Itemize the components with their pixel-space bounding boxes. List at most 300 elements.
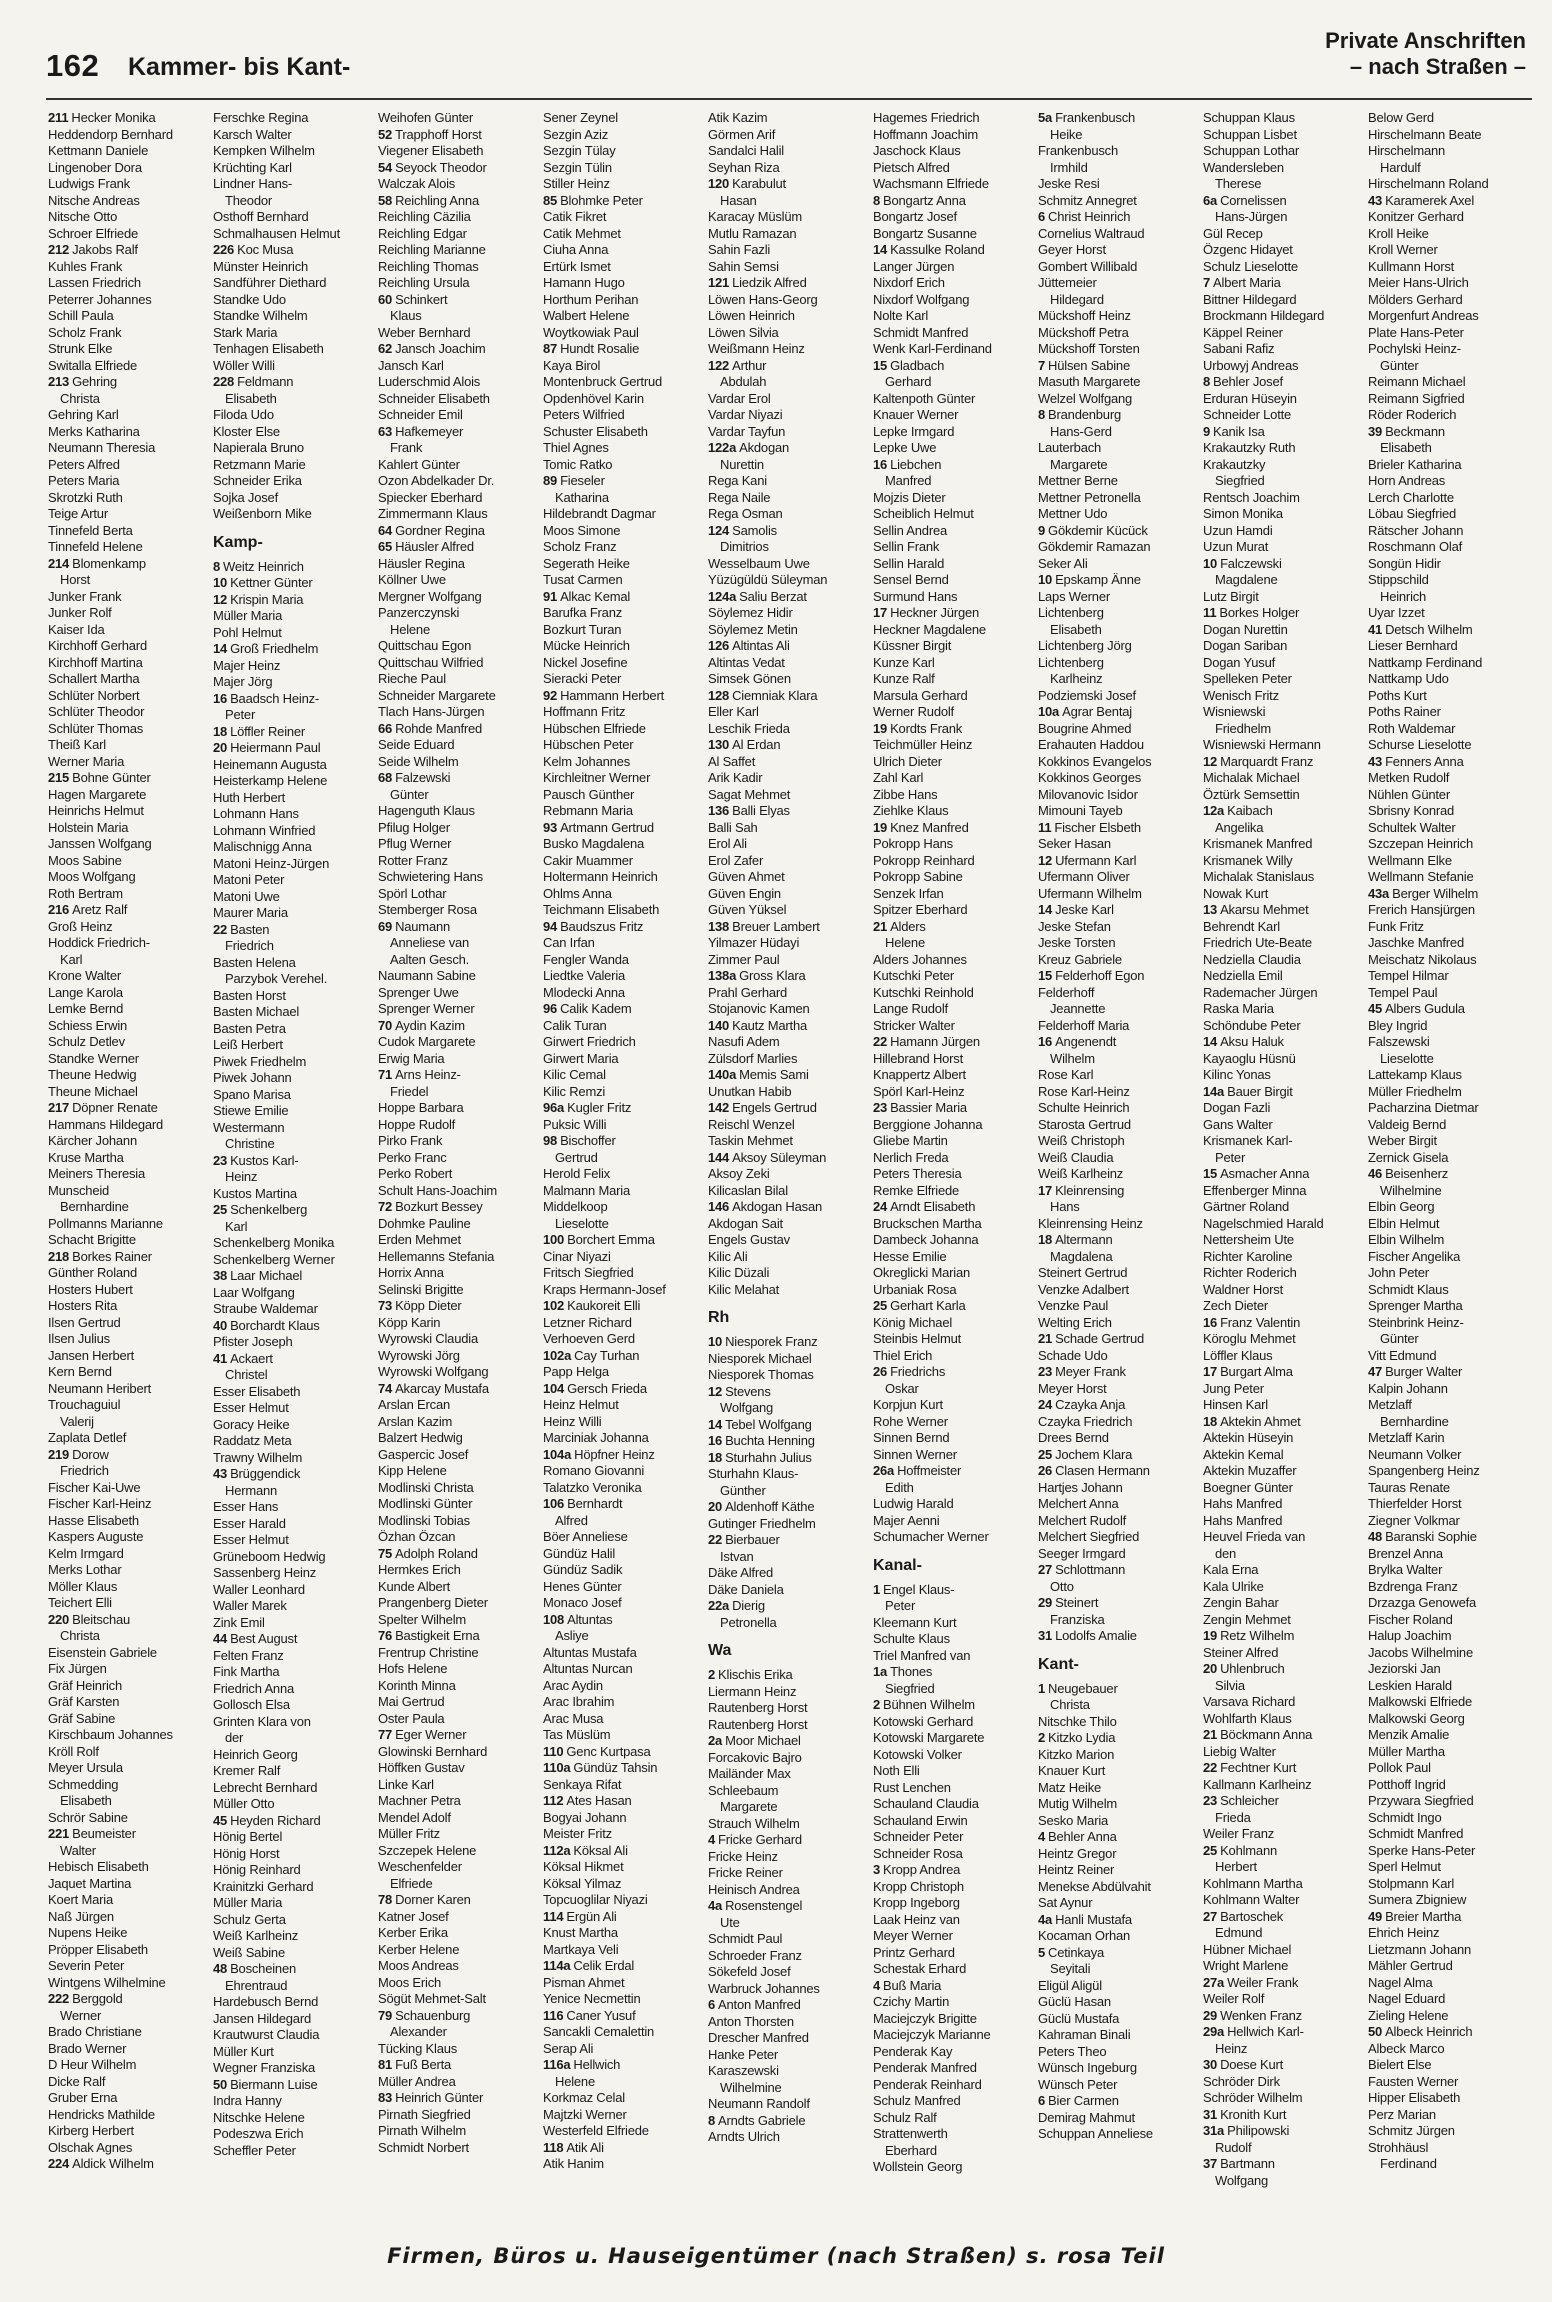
resident-name: Asliye (555, 1628, 589, 1643)
directory-entry (1368, 1513, 1532, 1530)
directory-entry (1203, 556, 1368, 573)
directory-entry (1368, 1595, 1532, 1612)
resident-name: Tenhagen Elisabeth (213, 341, 324, 356)
resident-name: Bühnen Wilhelm (883, 1697, 975, 1712)
directory-entry (213, 1466, 378, 1483)
house-number: 212 (48, 242, 70, 257)
directory-entry (48, 1232, 213, 1249)
directory-entry (543, 1826, 708, 1843)
resident-name: Starosta Gertrud (1038, 1116, 1131, 1132)
resident-name: Michalak Michael (1203, 770, 1300, 785)
resident-name: Schmitz Annegret (1038, 192, 1137, 208)
directory-entry (1203, 622, 1368, 639)
directory-entry (873, 1018, 1038, 1035)
house-number: 114 (543, 1908, 564, 1924)
directory-entry (48, 853, 213, 870)
resident-name: Rega Naile (708, 489, 771, 505)
resident-name: Woytkowiak Paul (543, 324, 639, 340)
resident-name: Metzlaff (1368, 1397, 1412, 1412)
directory-entry (708, 2063, 873, 2080)
resident-name: Selinski Brigitte (378, 1281, 464, 1297)
directory-entry (1038, 2044, 1203, 2061)
directory-entry (708, 2129, 873, 2146)
directory-entry (1368, 671, 1532, 688)
resident-name: Dorner Karen (395, 1892, 471, 1907)
resident-name: Münster Heinrich (213, 258, 309, 274)
resident-name: Piwek Friedhelm (213, 1053, 307, 1069)
directory-entry (378, 1958, 543, 1975)
resident-name: Pokropp Reinhard (873, 852, 975, 868)
resident-name: Balli Elyas (732, 803, 790, 818)
directory-entry (708, 1417, 873, 1434)
house-number: 211 (48, 110, 69, 125)
resident-name: Pröpper Elisabeth (48, 1941, 148, 1957)
directory-entry (213, 226, 378, 243)
resident-name: Schröder Dirk (1203, 2073, 1280, 2089)
directory-entry (48, 2090, 213, 2107)
section-range: Kammer- bis Kant- (128, 53, 351, 81)
resident-name: Groß Friedhelm (230, 641, 319, 656)
directory-entry (873, 638, 1038, 655)
resident-name: Therese (1215, 176, 1262, 191)
resident-name: Sener Zeynel (543, 110, 618, 125)
resident-name: Czichy Martin (873, 1994, 950, 2009)
resident-name: Epskamp Änne (1055, 572, 1141, 587)
resident-name: Skrotzki Ruth (48, 489, 123, 505)
directory-entry (1203, 1595, 1368, 1612)
resident-name: Wollstein Georg (873, 2159, 963, 2174)
resident-name: Spörl Lothar (378, 885, 447, 901)
resident-name: Merks Lothar (48, 1562, 122, 1577)
directory-entry (48, 820, 213, 837)
house-number: 24 (1038, 1397, 1053, 1412)
resident-name: Blohmke Peter (560, 192, 643, 208)
directory-entry (48, 787, 213, 804)
resident-name: Helene (885, 935, 925, 950)
directory-entry (1038, 292, 1203, 309)
directory-entry (873, 275, 1038, 292)
house-number: 18 (708, 1449, 723, 1465)
resident-name: Elbin Wilhelm (1368, 1232, 1445, 1247)
directory-entry (543, 259, 708, 276)
directory-entry (1038, 2093, 1203, 2110)
directory-entry (1038, 1331, 1203, 1348)
house-number: 2 (873, 1697, 881, 1712)
resident-name: Jeannette (1050, 1001, 1106, 1016)
resident-name: Reichling Cäzilia (378, 209, 471, 224)
directory-entry (1203, 968, 1368, 985)
resident-name: Weiler Franz (1203, 1826, 1275, 1841)
directory-entry (1368, 1298, 1532, 1315)
house-number: 43 (1368, 192, 1383, 208)
resident-name: Pietsch Alfred (873, 159, 950, 175)
directory-entry (708, 1549, 873, 1566)
resident-name: Kloster Else (213, 423, 280, 439)
resident-name: Bierbauer (725, 1532, 780, 1547)
resident-name: Retzmann Marie (213, 456, 306, 472)
directory-entry (48, 1678, 213, 1695)
directory-entry (1368, 1364, 1532, 1381)
directory-entry (48, 1579, 213, 1596)
resident-name: Pfister Joseph (213, 1334, 293, 1349)
house-number: 1a (873, 1664, 888, 1679)
directory-entry (1203, 292, 1368, 309)
resident-name: Köllner Uwe (378, 572, 446, 587)
resident-name: Krüchting Karl (213, 159, 292, 175)
directory-entry (873, 1829, 1038, 1846)
resident-name: Baudszus Fritz (560, 918, 644, 934)
house-number: 218 (48, 1248, 70, 1264)
directory-entry (48, 1942, 213, 1959)
resident-name: Bongartz Josef (873, 209, 957, 224)
directory-entry (48, 1595, 213, 1612)
directory-entry (1038, 869, 1203, 886)
directory-entry (213, 1829, 378, 1846)
directory-entry (873, 1150, 1038, 1167)
directory-entry (873, 473, 1038, 490)
directory-entry (1368, 622, 1532, 639)
resident-name: Karamerek Axel (1385, 192, 1475, 208)
resident-name: Kroll Werner (1368, 242, 1438, 257)
directory-entry (378, 1051, 543, 1068)
directory-entry (873, 1496, 1038, 1513)
directory-entry (213, 506, 378, 523)
resident-name: Noth Elli (873, 1763, 920, 1778)
page-header (46, 28, 1532, 90)
directory-entry (378, 127, 543, 144)
directory-entry (1368, 1216, 1532, 1233)
resident-name: Matoni Uwe (213, 888, 280, 904)
directory-entry (48, 1414, 213, 1431)
house-number: 54 (378, 159, 393, 175)
directory-entry (213, 1532, 378, 1549)
house-number: 9 (1038, 522, 1046, 538)
resident-name: Behrendt Karl (1203, 918, 1280, 934)
house-number: 22 (873, 1034, 888, 1049)
directory-entry (1203, 886, 1368, 903)
resident-name: Hamann Hugo (543, 275, 625, 290)
house-number: 39 (1368, 423, 1383, 439)
resident-name: Müller Andrea (378, 2073, 456, 2089)
resident-name: Nixdorf Erich (873, 275, 945, 290)
directory-entry (1203, 1232, 1368, 1249)
resident-name: Lemke Bernd (48, 1001, 124, 1016)
resident-name: Sturhahn Klaus- (708, 1466, 799, 1481)
resident-name: Schenkelberg Werner (213, 1251, 335, 1267)
directory-entry (378, 341, 543, 358)
resident-name: Beisenherz (1385, 1166, 1449, 1181)
resident-name: Hellemanns Stefania (378, 1248, 495, 1264)
directory-entry (378, 688, 543, 705)
directory-entry (1203, 803, 1368, 820)
house-number: 4a (1038, 1911, 1053, 1927)
directory-entry (543, 1381, 708, 1398)
resident-name: Nettersheim Ute (1203, 1232, 1294, 1247)
resident-name: Hanli Mustafa (1055, 1911, 1132, 1927)
directory-entry (708, 1100, 873, 1117)
directory-entry (1038, 688, 1203, 705)
directory-entry (873, 1100, 1038, 1117)
resident-name: Seyock Theodor (395, 159, 487, 175)
directory-entry (1203, 1100, 1368, 1117)
resident-name: Zahl Karl (873, 770, 924, 785)
directory-entry (873, 2060, 1038, 2077)
directory-entry (543, 1463, 708, 1480)
resident-name: Lepke Uwe (873, 440, 937, 455)
resident-name: Löwen Silvia (708, 324, 779, 340)
resident-name: Kautz Martha (732, 1017, 808, 1033)
directory-entry (48, 1480, 213, 1497)
directory-entry (543, 836, 708, 853)
directory-entry (873, 1249, 1038, 1266)
directory-entry (1368, 490, 1532, 507)
resident-name: Hübner Michael (1203, 1941, 1292, 1957)
resident-name: Weiler Rolf (1203, 1991, 1265, 2006)
house-number: 118 (543, 2139, 564, 2155)
directory-entry (543, 853, 708, 870)
directory-entry (378, 1546, 543, 1563)
directory-entry (1203, 704, 1368, 721)
resident-name: Pacharzina Dietmar (1368, 1100, 1479, 1115)
directory-entry (378, 1232, 543, 1249)
resident-name: Matz Heike (1038, 1779, 1102, 1795)
directory-entry (543, 1414, 708, 1431)
directory-entry (1038, 589, 1203, 606)
resident-name: Leschik Frieda (708, 720, 790, 736)
resident-name: Pollmanns Marianne (48, 1215, 163, 1231)
house-number: 44 (213, 1631, 228, 1646)
resident-name: Mailänder Max (708, 1766, 791, 1781)
directory-entry (378, 1265, 543, 1282)
resident-name: Mückshoff Petra (1038, 324, 1129, 340)
resident-name: Calik Kadem (560, 1001, 632, 1016)
resident-name: Nattkamp Ferdinand (1368, 654, 1483, 670)
resident-name: Mölders Gerhard (1368, 291, 1463, 307)
house-number: 1 (873, 1581, 881, 1597)
directory-entry (543, 572, 708, 589)
directory-entry (1368, 902, 1532, 919)
resident-name: Bohne Günter (72, 770, 151, 785)
directory-entry (873, 985, 1038, 1002)
page-number: 162 (46, 48, 100, 83)
directory-entry (48, 952, 213, 969)
resident-name: Wenken Franz (1220, 2007, 1302, 2023)
directory-entry (1368, 1546, 1532, 1563)
directory-entry (708, 308, 873, 325)
resident-name: Kaya Birol (543, 357, 601, 373)
resident-name: Zieling Helene (1368, 2007, 1449, 2023)
resident-name: Stojanovic Kamen (708, 1001, 810, 1016)
directory-entry (1368, 737, 1532, 754)
resident-name: Talatzko Veronika (543, 1479, 642, 1495)
directory-entry (213, 988, 378, 1005)
directory-entry (873, 1034, 1038, 1051)
directory-entry (1368, 836, 1532, 853)
directory-entry (873, 1846, 1038, 1863)
directory-entry (1203, 2090, 1368, 2107)
resident-name: Lichtenberg Jörg (1038, 638, 1132, 653)
directory-entry (708, 935, 873, 952)
resident-name: Teichert Elli (48, 1595, 112, 1610)
directory-entry (378, 737, 543, 754)
resident-name: Stolpmann Karl (1368, 1875, 1455, 1891)
directory-entry (1368, 572, 1532, 589)
directory-entry (1203, 2107, 1368, 2124)
directory-entry (213, 740, 378, 757)
directory-entry (378, 968, 543, 985)
resident-name: Schneider Peter (873, 1829, 964, 1844)
directory-entry (708, 1700, 873, 1717)
resident-name: Franz Valentin (1220, 1314, 1301, 1330)
directory-entry (1368, 1760, 1532, 1777)
directory-entry (873, 2126, 1038, 2143)
directory-entry (543, 1183, 708, 1200)
directory-entry (48, 1034, 213, 1051)
directory-entry (1203, 836, 1368, 853)
resident-name: Lieselotte (1380, 1050, 1434, 1066)
directory-entry (1203, 1991, 1368, 2008)
resident-name: Wyrowski Claudia (378, 1331, 478, 1346)
resident-name: Heinz Helmut (543, 1397, 619, 1412)
resident-name: Hebisch Elisabeth (48, 1859, 149, 1874)
resident-name: Röder Roderich (1368, 407, 1457, 422)
directory-entry (1038, 2011, 1203, 2028)
directory-entry (213, 325, 378, 342)
resident-name: Spelter Wilhelm (378, 1611, 467, 1627)
directory-entry (708, 1433, 873, 1450)
resident-name: Verhoeven Gerd (543, 1331, 635, 1346)
house-number: 226 (213, 242, 235, 257)
house-number: 79 (378, 2007, 393, 2023)
directory-entry (48, 721, 213, 738)
directory-entry (873, 1447, 1038, 1464)
resident-name: Nühlen Günter (1368, 786, 1450, 802)
directory-entry (48, 556, 213, 573)
directory-entry (708, 2080, 873, 2097)
directory-entry (708, 1964, 873, 1981)
resident-name: Gollosch Elsa (213, 1697, 290, 1712)
house-number: 46 (1368, 1166, 1383, 1181)
directory-entry (1368, 292, 1532, 309)
directory-entry (1368, 1199, 1532, 1216)
resident-name: Zaplata Detlef (48, 1430, 127, 1445)
resident-name: Standke Udo (213, 291, 286, 307)
directory-entry (873, 2143, 1038, 2160)
directory-entry (708, 209, 873, 226)
resident-name: Esser Helmut (213, 1400, 289, 1415)
resident-name: Puksic Willi (543, 1116, 607, 1132)
directory-entry (1203, 1546, 1368, 1563)
directory-entry (1038, 1579, 1203, 1596)
directory-entry (1203, 935, 1368, 952)
directory-entry (543, 589, 708, 606)
directory-entry (213, 1400, 378, 1417)
resident-name: Kutschki Peter (873, 968, 955, 983)
directory-entry (213, 1384, 378, 1401)
house-number: 16 (873, 456, 888, 472)
resident-name: Stiller Heinz (543, 176, 610, 191)
resident-name: Gündüz Sadik (543, 1562, 623, 1577)
directory-entry (873, 935, 1038, 952)
directory-entry (1368, 1562, 1532, 1579)
house-number: 4a (708, 1898, 723, 1913)
resident-name: Stark Maria (213, 324, 278, 340)
resident-name: Karl (225, 1218, 248, 1234)
house-number: 10a (1038, 704, 1060, 719)
directory-entry (873, 1348, 1038, 1365)
directory-entry (1203, 1199, 1368, 1216)
directory-entry (213, 773, 378, 790)
resident-name: Osthoff Bernhard (213, 209, 309, 224)
directory-entry (873, 374, 1038, 391)
directory-entry (873, 1381, 1038, 1398)
resident-name: Topcuoglilar Niyazi (543, 1892, 648, 1907)
directory-entry (1038, 1414, 1203, 1431)
resident-name: Blomenkamp (72, 555, 146, 571)
directory-entry (1368, 1529, 1532, 1546)
directory-entry (1203, 1051, 1368, 1068)
resident-name: Frieda (1215, 1809, 1251, 1825)
directory-entry (873, 506, 1038, 523)
house-number: 85 (543, 192, 558, 208)
resident-name: Cetinkaya (1048, 1944, 1105, 1960)
resident-name: Venzke Adalbert (1038, 1281, 1129, 1297)
directory-entry (1368, 1166, 1532, 1183)
resident-name: Lange Karola (48, 984, 123, 1000)
directory-entry (708, 1249, 873, 1266)
directory-entry (1368, 1942, 1532, 1959)
resident-name: Hillebrand Horst (873, 1050, 964, 1066)
house-number: 18 (213, 723, 228, 739)
resident-name: Hellwich (573, 2057, 621, 2072)
directory-entry (1368, 341, 1532, 358)
resident-name: Gehring Karl (48, 407, 119, 422)
directory-entry (48, 490, 213, 507)
resident-name: Switalla Elfriede (48, 357, 138, 373)
directory-entry (213, 242, 378, 259)
resident-name: Knauer Kurt (1038, 1763, 1106, 1778)
resident-name: Genc Kurtpasa (566, 1743, 651, 1759)
resident-name: Kipp Helene (378, 1463, 447, 1478)
directory-entry (543, 374, 708, 391)
resident-name: Aalten Gesch. (390, 951, 470, 967)
directory-entry (543, 1117, 708, 1134)
directory-entry (378, 1727, 543, 1744)
directory-entry (543, 2090, 708, 2107)
resident-name: Seide Wilhelm (378, 753, 459, 769)
house-number: 14 (213, 641, 228, 656)
directory-entry (1038, 242, 1203, 259)
directory-entry (708, 1684, 873, 1701)
directory-entry (708, 1733, 873, 1750)
house-number: 11 (1203, 605, 1217, 620)
resident-name: Müller Martha (1368, 1743, 1445, 1759)
directory-entry (1368, 589, 1532, 606)
resident-name: Hinsen Karl (1203, 1397, 1268, 1412)
resident-name: Wolfgang (1215, 2172, 1269, 2188)
directory-entry (708, 1948, 873, 1965)
resident-name: Ferdinand (1380, 2156, 1437, 2171)
resident-name: Gerhart Karla (890, 1298, 966, 1313)
directory-entry (1368, 1612, 1532, 1629)
directory-entry (1368, 1777, 1532, 1794)
directory-entry (378, 1826, 543, 1843)
resident-name: Döpner Renate (72, 1100, 158, 1115)
house-number: 104a (543, 1446, 572, 1462)
resident-name: Kronith Kurt (1220, 2106, 1287, 2122)
directory-entry (1203, 440, 1368, 457)
directory-entry (708, 688, 873, 705)
